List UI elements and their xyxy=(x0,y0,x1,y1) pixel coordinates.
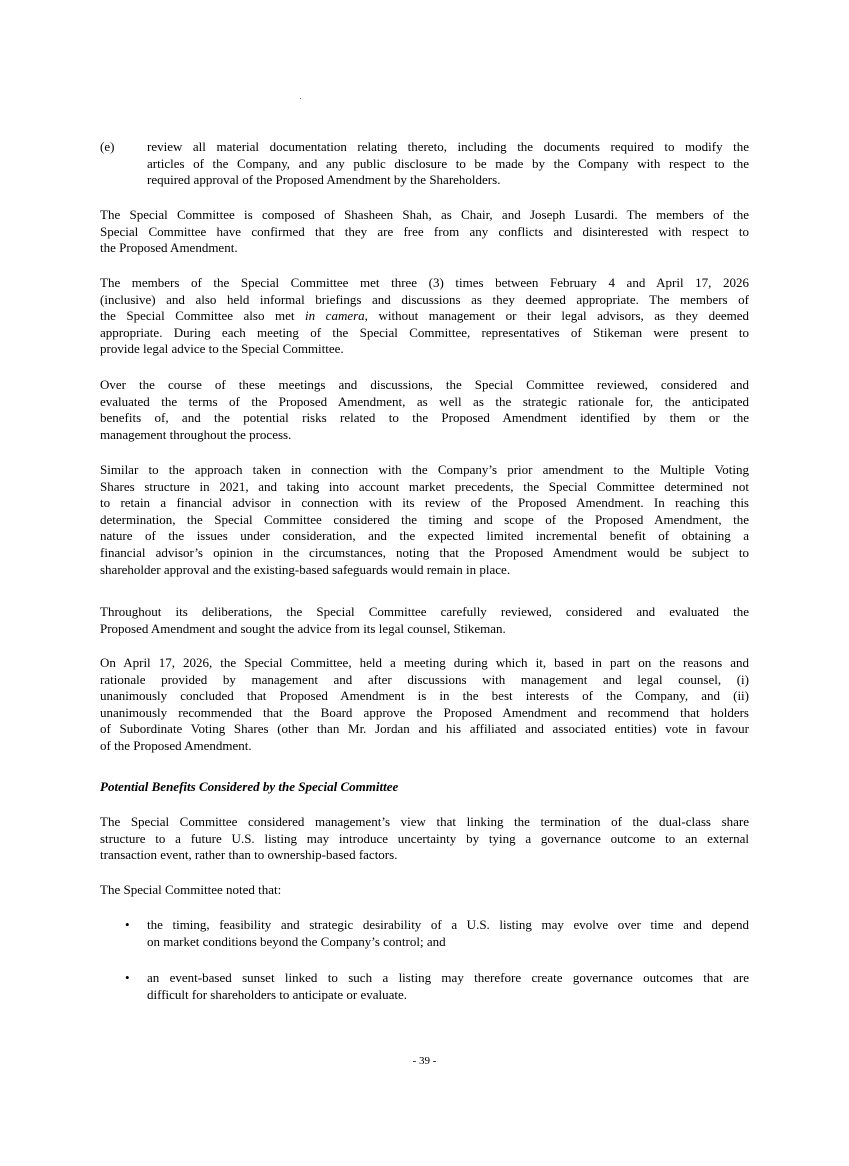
paragraph-noted-that xyxy=(100,882,749,899)
text-line: of Subordinate Voting Shares (other than Mr. Jordan and his affiliated and associated entities) vote in favour xyxy=(100,721,749,737)
text-line: Over the course of these meetings and discussions, the Special Committee reviewed, considered and xyxy=(100,377,749,392)
text-line: unanimously concluded that Proposed Amendment is in the best interests of the Company, and (ii) xyxy=(100,688,749,704)
text-line: on market conditions beyond the Company’s control; and xyxy=(147,933,446,949)
text-line: the timing, feasibility and strategic desirability of a U.S. listing may evolve over time and depend xyxy=(147,917,749,932)
italic-term: in camera xyxy=(305,308,365,324)
text-line: difficult for shareholders to anticipate or evaluate. xyxy=(147,986,408,1002)
text-line: rationale provided by management and after discussions with management and legal counsel, (i) xyxy=(100,671,749,687)
text-line: transaction event, rather than to ownership-based factors. xyxy=(100,847,398,863)
page-number: - 39 - xyxy=(412,1055,437,1067)
text-line: The Special Committee is composed of Shasheen Shah, as Chair, and Joseph Lusardi. The members of the xyxy=(100,207,749,222)
text-line: management throughout the process. xyxy=(100,426,292,442)
text-span: , without management or their legal advisors, as they deemed xyxy=(364,308,749,324)
text-line: determination, the Special Committee considered the timing and scope of the Proposed Amendment, the xyxy=(100,511,749,527)
text-line: benefits of, and the potential risks related to the Proposed Amendment identified by them or the xyxy=(100,410,749,426)
text-line: The Special Committee noted that: xyxy=(100,882,282,897)
text-span: the Special Committee also met xyxy=(100,308,306,324)
text-line: shareholder approval and the existing-based safeguards would remain in place. xyxy=(100,561,511,577)
text-line: (inclusive) and also held informal briefings and discussions as they deemed appropriate. The members of xyxy=(100,291,749,307)
bullet-icon: • xyxy=(125,917,130,932)
list-item xyxy=(147,917,749,950)
section-heading: Potential Benefits Considered by the Special Committee xyxy=(100,779,399,794)
paragraph-committee-meetings xyxy=(100,275,749,358)
text-line: evaluated the terms of the Proposed Amendment, as well as the strategic rationale for, the anticipated xyxy=(100,393,749,409)
text-line xyxy=(100,308,749,325)
text-line: the Proposed Amendment. xyxy=(100,240,238,256)
text-line: articles of the Company, and any public disclosure to be made by the Company with respect to the xyxy=(147,155,749,171)
text-line: review all material documentation relating thereto, including the documents required to modify the xyxy=(147,139,749,154)
text-line: Throughout its deliberations, the Special Committee carefully reviewed, considered and evaluated the xyxy=(100,604,749,619)
list-marker-e: (e) xyxy=(100,139,115,154)
text-line: nature of the issues under consideration, and the expected limited incremental benefit of obtaining a xyxy=(100,528,749,544)
paragraph-committee-composition xyxy=(100,207,749,257)
bullet-icon: • xyxy=(125,970,130,985)
text-line: Shares structure in 2021, and taking into account market precedents, the Special Committee determined not xyxy=(100,478,749,494)
paragraph-committee-review xyxy=(100,377,749,443)
paragraph-management-view xyxy=(100,814,749,864)
text-line: provide legal advice to the Special Committee. xyxy=(100,341,344,357)
list-item-e xyxy=(147,139,749,189)
text-line: Proposed Amendment and sought the advice from its legal counsel, Stikeman. xyxy=(100,620,506,636)
text-line: The members of the Special Committee met three (3) times between February 4 and April 17, 2026 xyxy=(100,275,749,290)
text-line: appropriate. During each meeting of the Special Committee, representatives of Stikeman were present to xyxy=(100,324,749,340)
text-line: an event-based sunset linked to such a listing may therefore create governance outcomes that are xyxy=(147,970,749,985)
text-line: financial advisor’s opinion in the circumstances, noting that the Proposed Amendment would be subject to xyxy=(100,544,749,560)
text-line: Special Committee have confirmed that they are free from any conflicts and disinterested with respect to xyxy=(100,223,749,239)
list-item xyxy=(147,970,749,1003)
text-line: Similar to the approach taken in connection with the Company’s prior amendment to the Multiple Voting xyxy=(100,462,749,477)
text-line: required approval of the Proposed Amendment by the Shareholders. xyxy=(147,172,501,188)
text-line: structure to a future U.S. listing may introduce uncertainty by tying a governance outcome to an external xyxy=(100,830,749,846)
text-line: to retain a financial advisor in connection with its review of the Proposed Amendment. In reaching this xyxy=(100,495,749,511)
paragraph-deliberations xyxy=(100,604,749,637)
text-line: of the Proposed Amendment. xyxy=(100,737,252,753)
paragraph-recommendation xyxy=(100,655,749,755)
stray-mark xyxy=(300,98,301,99)
text-line: The Special Committee considered management’s view that linking the termination of the dual-class share xyxy=(100,814,749,829)
text-line: unanimously recommended that the Board approve the Proposed Amendment and recommend that holders xyxy=(100,704,749,720)
paragraph-financial-advisor xyxy=(100,462,749,578)
text-line: On April 17, 2026, the Special Committee, held a meeting during which it, based in part on the reasons and xyxy=(100,655,749,670)
